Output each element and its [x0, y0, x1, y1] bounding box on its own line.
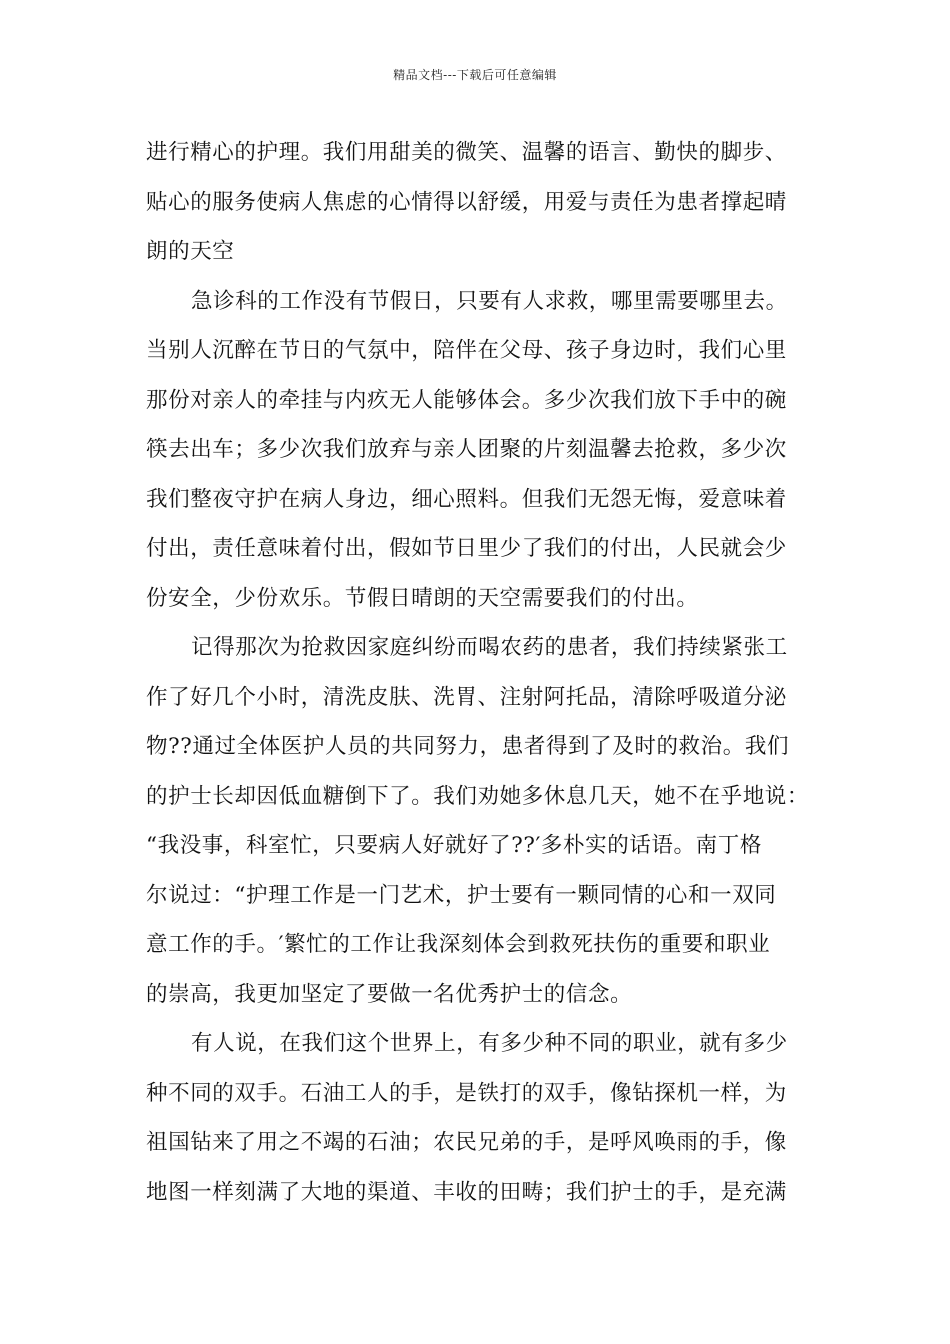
text-line: 的护士长却因低血糖倒下了。我们劝她多休息几天，她不在乎地说：	[146, 783, 810, 809]
text-line: 付出，责任意味着付出，假如节日里少了我们的付出，人民就会少	[146, 536, 787, 561]
text-line: 份安全，少份欢乐。节假日晴朗的天空需要我们的付出。	[146, 585, 699, 611]
text-line: 种不同的双手。石油工人的手，是铁打的双手，像钻探机一样，为	[146, 1080, 787, 1106]
paragraph-first-line: 记得那次为抢救因家庭纠纷而喝农药的患者，我们持续紧张工	[191, 635, 788, 660]
text-line: 尔说过：“护理工作是一门艺术，护士要有一颗同情的心和一双同	[146, 882, 777, 908]
text-line: 作了好几个小时，清洗皮肤、洗胃、注射阿托品，清除呼吸道分泌	[146, 684, 787, 710]
text-line: 进行精心的护理。我们用甜美的微笑、温馨的语言、勤快的脚步、	[146, 140, 787, 165]
text-line: 的崇高，我更加坚定了要做一名优秀护士的信念。	[146, 981, 633, 1007]
paragraph-first-line: 有人说，在我们这个世界上，有多少种不同的职业，就有多少	[191, 1031, 788, 1056]
text-line: 意工作的手。′繁忙的工作让我深刻体会到救死扶伤的重要和职业	[146, 932, 771, 957]
text-line: 地图一样刻满了大地的渠道、丰收的田畴；我们护士的手，是充满	[146, 1179, 787, 1205]
text-line: 祖国钻来了用之不竭的石油；农民兄弟的手，是呼风唤雨的手，像	[146, 1130, 787, 1155]
text-line: “我没事，科室忙，只要病人好就好了??′多朴实的话语。南丁格	[146, 833, 762, 858]
paragraph-first-line: 急诊科的工作没有节假日，只要有人求救，哪里需要哪里去。	[191, 288, 788, 314]
text-line: 朗的天空	[146, 239, 235, 264]
text-line: 当别人沉醉在节日的气氛中，陪伴在父母、孩子身边时，我们心里	[146, 338, 787, 363]
text-line: 贴心的服务使病人焦虑的心情得以舒缓，用爱与责任为患者撑起晴	[146, 189, 787, 215]
page-header: 精品文档---下载后可任意编辑	[393, 68, 557, 82]
text-line: 我们整夜守护在病人身边，细心照料。但我们无怨无悔，爱意味着	[146, 486, 787, 512]
text-line: 物??通过全体医护人员的共同努力，患者得到了及时的救治。我们	[146, 734, 790, 759]
text-line: 筷去出车；多少次我们放弃与亲人团聚的片刻温馨去抢救，多少次	[146, 437, 787, 462]
body-text	[146, 128, 810, 1217]
text-line: 那份对亲人的牵挂与内疚无人能够体会。多少次我们放下手中的碗	[146, 387, 787, 413]
